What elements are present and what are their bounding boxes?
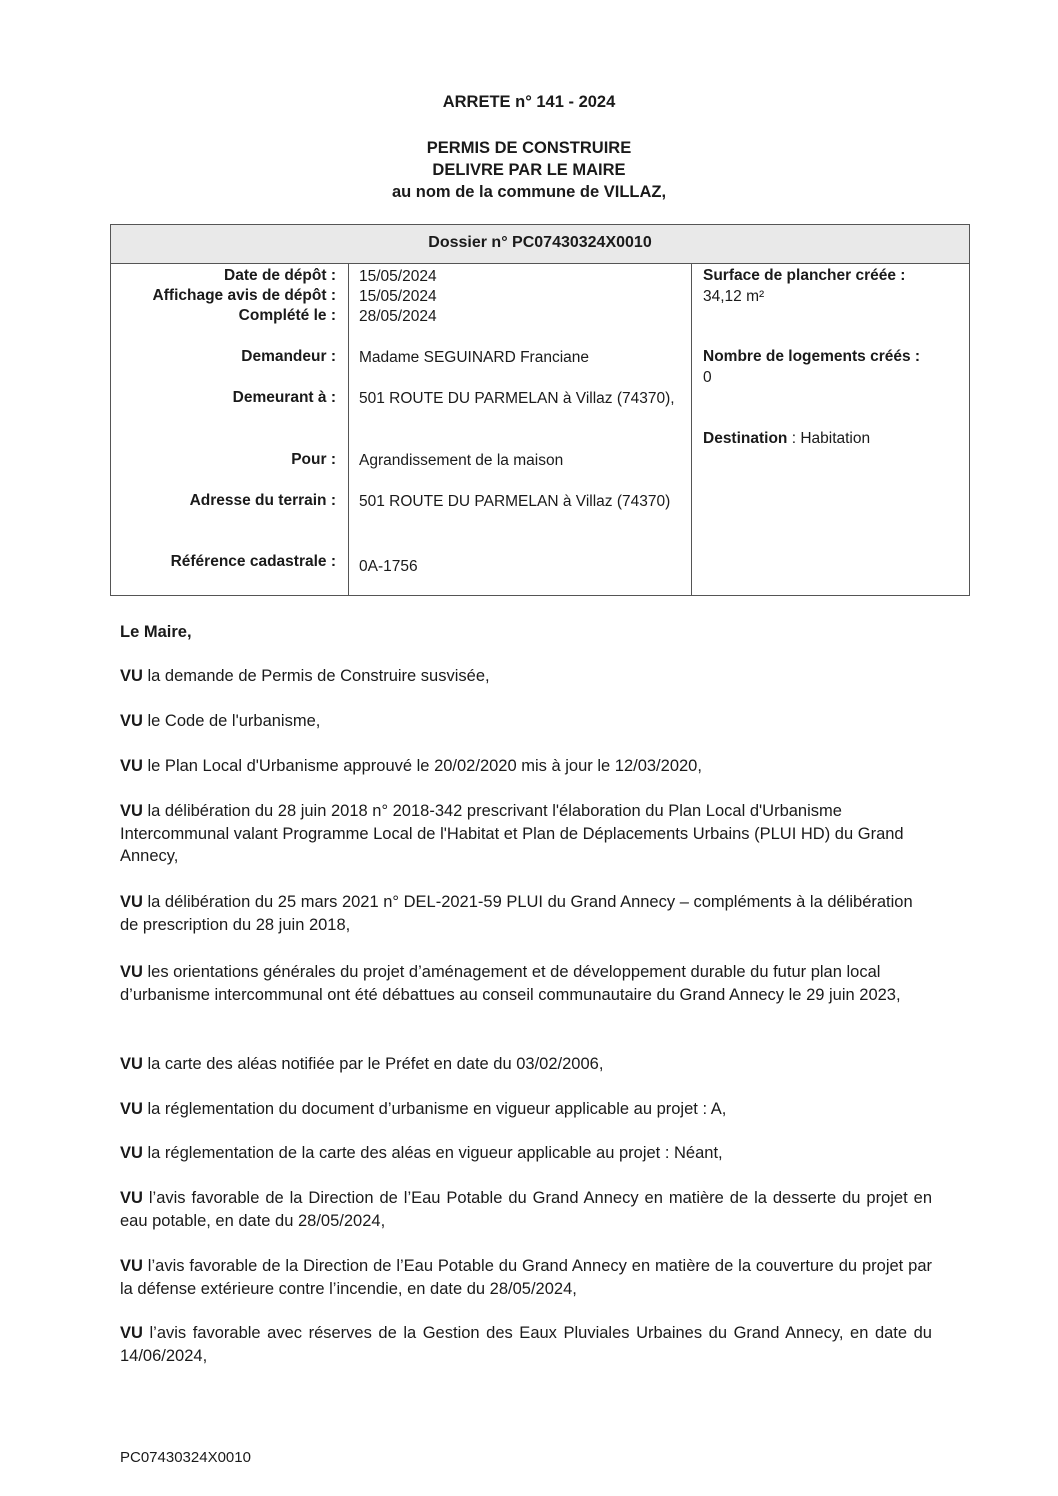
permit-authority: DELIVRE PAR LE MAIRE [432, 161, 626, 179]
value-ref-cadastrale: 0A-1756 [359, 558, 418, 575]
vu-keyword: VU [120, 1189, 143, 1207]
label-complete: Complété le : [238, 307, 336, 324]
le-maire: Le Maire, [120, 623, 192, 641]
value-demeurant: 501 ROUTE DU PARMELAN à Villaz (74370), [359, 390, 675, 407]
footer-reference: PC07430324X0010 [120, 1449, 251, 1466]
vu-keyword: VU [120, 712, 143, 730]
vu-text: le Plan Local d'Urbanisme approuvé le 20/02/2020 mis à jour le 12/03/2020, [142, 757, 702, 775]
vu-keyword: VU [120, 1324, 143, 1342]
vu-item [120, 1142, 932, 1165]
dossier-title: Dossier n° PC07430324X0010 [111, 225, 969, 264]
dossier-table [110, 224, 970, 596]
vu-item [120, 710, 932, 733]
label-demandeur: Demandeur : [241, 348, 336, 365]
value-date-depot: 15/05/2024 [359, 268, 437, 285]
label-nombre-logements: Nombre de logements créés : [703, 348, 921, 365]
value-adresse-terrain: 501 ROUTE DU PARMELAN à Villaz (74370) [359, 493, 671, 510]
value-surface-plancher: 34,12 m² [703, 288, 765, 305]
arrete-number: ARRETE n° 141 - 2024 [442, 93, 616, 111]
vu-text: la réglementation de la carte des aléas en vigueur applicable au projet : Néant, [142, 1144, 723, 1162]
vu-keyword: VU [120, 1100, 143, 1118]
vu-keyword: VU [120, 1257, 143, 1275]
vu-keyword: VU [120, 893, 143, 911]
value-affichage: 15/05/2024 [359, 288, 437, 305]
value-demandeur: Madame SEGUINARD Franciane [359, 349, 589, 366]
vu-item [120, 665, 932, 688]
vu-item [120, 755, 932, 778]
vu-item [120, 1255, 932, 1300]
vu-text: les orientations générales du projet d’aménagement et de développement durable du futur plan local d’urbanisme intercommunal ont été débattues au conseil communautaire du Grand Annecy le 29 juin 2023, [120, 963, 901, 1004]
label-date-depot: Date de dépôt : [224, 267, 336, 284]
vu-text: la délibération du 25 mars 2021 n° DEL-2021-59 PLUI du Grand Annecy – compléments à la délibération de prescription du 28 juin 2018, [120, 893, 913, 934]
vu-text: la délibération du 28 juin 2018 n° 2018-342 prescrivant l'élaboration du Plan Local d'Urbanisme Intercommunal valant Programme Local de l'Habitat et Plan de Déplacements Urbains (PLUI HD) du Grand Annecy, [120, 802, 904, 865]
value-destination: : Habitation [787, 430, 871, 447]
value-complete: 28/05/2024 [359, 308, 437, 325]
vu-keyword: VU [120, 757, 143, 775]
vu-text: l’avis favorable avec réserves de la Gestion des Eaux Pluviales Urbaines du Grand Annecy, en date du 14/06/2024, [120, 1324, 932, 1365]
destination-line [703, 430, 870, 448]
vu-item [120, 1098, 932, 1121]
label-pour: Pour : [291, 451, 336, 468]
label-adresse-terrain: Adresse du terrain : [189, 492, 336, 509]
permit-title-block [0, 137, 1058, 203]
vu-text: la réglementation du document d’urbanisme en vigueur applicable au projet : A, [142, 1100, 727, 1118]
vu-item [120, 891, 932, 936]
vu-item [120, 1322, 932, 1367]
vu-text: la demande de Permis de Construire susvisée, [142, 667, 490, 685]
vu-keyword: VU [120, 802, 143, 820]
vu-keyword: VU [120, 1144, 143, 1162]
permit-title: PERMIS DE CONSTRUIRE [426, 139, 632, 157]
column-divider [348, 263, 349, 595]
label-destination: Destination [703, 430, 788, 447]
column-divider [691, 263, 692, 595]
label-ref-cadastrale: Référence cadastrale : [170, 553, 336, 570]
label-affichage: Affichage avis de dépôt : [152, 287, 336, 304]
vu-keyword: VU [120, 667, 143, 685]
vu-item [120, 1053, 932, 1076]
vu-item [120, 1187, 932, 1232]
vu-keyword: VU [120, 963, 143, 981]
value-pour: Agrandissement de la maison [359, 452, 564, 469]
label-surface-plancher: Surface de plancher créée : [703, 267, 906, 284]
vu-text: le Code de l'urbanisme, [142, 712, 321, 730]
vu-text: l’avis favorable de la Direction de l’Eau Potable du Grand Annecy en matière de la couverture du projet par la défense extérieure contre l’incendie, en date du 28/05/2024, [120, 1257, 932, 1298]
vu-keyword: VU [120, 1055, 143, 1073]
vu-text: la carte des aléas notifiée par le Préfet en date du 03/02/2006, [142, 1055, 604, 1073]
label-demeurant: Demeurant à : [232, 389, 336, 406]
vu-item [120, 961, 932, 1006]
vu-item [120, 800, 932, 868]
vu-text: l’avis favorable de la Direction de l’Eau Potable du Grand Annecy en matière de la desserte du projet en eau potable, en date du 28/05/2024, [120, 1189, 932, 1230]
value-nombre-logements: 0 [703, 369, 712, 386]
permit-commune: au nom de la commune de VILLAZ, [391, 183, 667, 201]
